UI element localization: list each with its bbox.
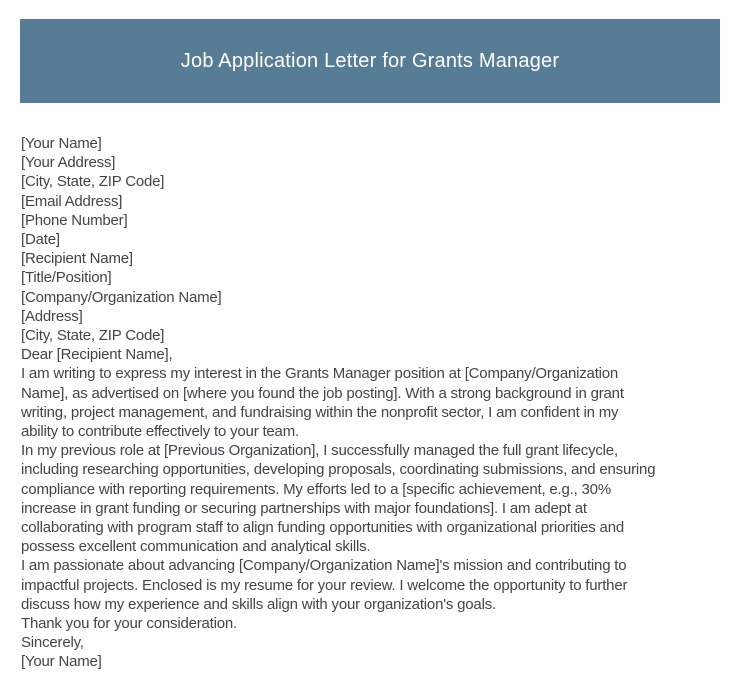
paragraph-line: compliance with reporting requirements. My efforts led to a [specific achievement, e.g., 30% (21, 480, 611, 498)
paragraph-line: possess excellent communication and analytical skills. (21, 538, 371, 556)
paragraph-line: discuss how my experience and skills align with your organization's goals. (21, 595, 496, 613)
paragraph-line: including researching opportunities, developing proposals, coordinating submissions, and ensuring (21, 461, 656, 479)
letter-body (21, 134, 722, 672)
date-line: [Date] (21, 231, 60, 249)
paragraph-line: I am passionate about advancing [Company/Organization Name]'s mission and contributing to (21, 557, 627, 575)
paragraph-line: collaborating with program staff to align funding opportunities with organizational priorities and (21, 519, 624, 537)
salutation-line: Dear [Recipient Name], (21, 346, 173, 364)
paragraph-line: impactful projects. Enclosed is my resume for your review. I welcome the opportunity to further (21, 576, 628, 594)
recipient-title-line: [Title/Position] (21, 269, 112, 287)
recipient-company-line: [Company/Organization Name] (21, 288, 222, 306)
letter-title: Job Application Letter for Grants Manager (180, 49, 560, 72)
paragraph-line: ability to contribute effectively to your team. (21, 423, 299, 441)
paragraph-line: writing, project management, and fundraising within the nonprofit sector, I am confident in my (21, 403, 619, 421)
paragraph-introduction (21, 364, 722, 441)
paragraph-line: In my previous role at [Previous Organization], I successfully managed the full grant lifecycle, (21, 442, 618, 460)
sender-phone-line: [Phone Number] (21, 211, 128, 229)
paragraph-motivation (21, 556, 722, 614)
sender-city-state-zip-line: [City, State, ZIP Code] (21, 173, 165, 191)
closing-signature-line: [Your Name] (21, 653, 102, 671)
recipient-city-state-zip-line: [City, State, ZIP Code] (21, 327, 165, 345)
recipient-address-line: [Address] (21, 307, 83, 325)
paragraph-experience (21, 441, 722, 556)
closing-signoff-line: Sincerely, (21, 634, 84, 652)
recipient-name-line: [Recipient Name] (21, 250, 133, 268)
sender-email-line: [Email Address] (21, 192, 123, 210)
paragraph-line: Name], as advertised on [where you found the job posting]. With a strong background in grant (21, 384, 624, 402)
closing-thanks-line: Thank you for your consideration. (21, 615, 238, 633)
paragraph-line: increase in grant funding or securing partnerships with major foundations]. I am adept at (21, 499, 587, 517)
sender-name-line: [Your Name] (21, 135, 102, 152)
letter-title-banner (20, 19, 720, 103)
document-page (0, 19, 740, 686)
sender-address-line: [Your Address] (21, 154, 116, 172)
paragraph-line: I am writing to express my interest in the Grants Manager position at [Company/Organization (21, 365, 619, 383)
